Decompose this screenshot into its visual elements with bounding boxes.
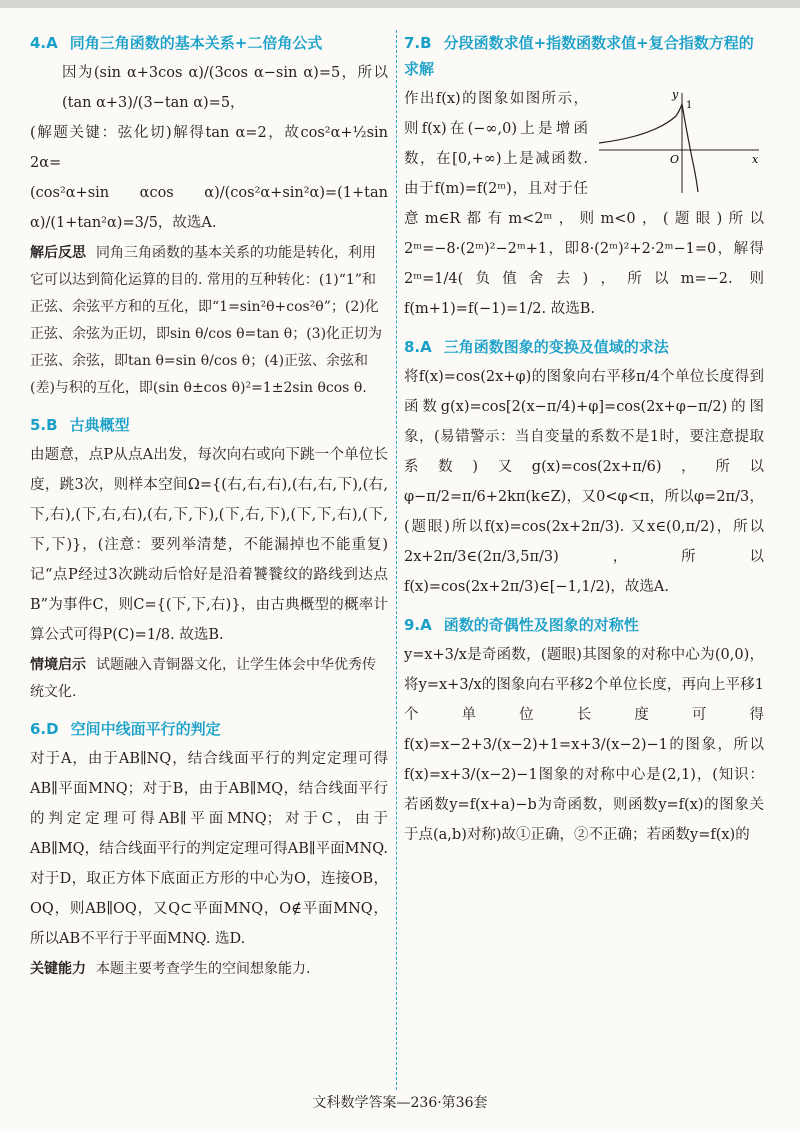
solution-line: (解题关键：弦化切)解得tan α=2，故cos²α+½sin 2α= [30, 125, 388, 171]
note-text: 同角三角函数的基本关系的功能是转化，利用它可以达到简化运算的目的. 常用的互种转化：(1)“1”和正弦、余弦平方和的互化，即“1=sin²θ+cos²θ”；(2)化正弦、余弦为正切，即sin θ/cos θ=tan θ；(3)化正切为正弦、余弦，即tan θ=sin θ/cos θ；(4)正弦、余弦和(差)与积的互化，即(sin θ±cos θ)²=1±2sin θcos θ. [30, 245, 383, 396]
answer-topic: 同角三角函数的基本关系+二倍角公式 [69, 34, 323, 52]
answer-topic: 空间中线面平行的判定 [70, 720, 221, 738]
answer-4 [30, 30, 388, 402]
answer-number: 6.D [30, 720, 59, 738]
left-column [30, 30, 388, 983]
solution-line: 因为(sin α+3cos α)/(3cos α−sin α)=5，所以(tan α+3)/(3−tan α)=5， [62, 65, 388, 111]
solution-text: 由题意，点P从点A出发，每次向右或向下跳一个单位长度，跳3次，则样本空间Ω={(右,右,右),(右,右,下),(右,下,右),(下,右,右),(右,下,下),(下,右,下),(下,下,右),(下,下,下)}，(注意：要列举清楚，不能漏掉也不能重复)记“点P经过3次跳动后恰好是沿着饕餮纹的路线到达点B”为事件C，则C={(下,下,右)}，由古典概型的概率计算公式可得P(C)=1/8. 故选B. [30, 447, 388, 643]
answer-6 [30, 716, 388, 983]
note-label: 关键能力 [30, 961, 86, 977]
answer-number: 5.B [30, 416, 58, 434]
column-divider [396, 30, 397, 1090]
answer-heading [404, 334, 764, 360]
y-label: y [672, 88, 679, 101]
answer-number: 7.B [404, 34, 432, 52]
answer-number: 4.A [30, 34, 58, 52]
reflection-note [30, 240, 388, 402]
answer-heading [404, 30, 764, 82]
graph-left-branch [599, 104, 682, 143]
answer-heading [30, 412, 388, 438]
solution-text: 将f(x)=cos(2x+φ)的图象向右平移π/4个单位长度得到函数g(x)=cos[2(x−π/4)+φ]=cos(2x+φ−π/2)的图象，(易错警示：当自变量的系数不是1时，要注意提取系数)又g(x)=cos(2x+π/6)，所以φ−π/2=π/6+2kπ(k∈Z)，又0<φ<π，所以φ=2π/3，(题眼)所以f(x)=cos(2x+2π/3). 又x∈(0,π/2)，所以2x+2π/3∈(2π/3,5π/3)，所以f(x)=cos(2x+2π/3)∈[−1,1/2)，故选A. [404, 369, 764, 595]
note-text: 试题融入青铜器文化，让学生体会中华优秀传统文化. [30, 657, 376, 700]
answer-topic: 分段函数求值+指数函数求值+复合指数方程的求解 [404, 34, 754, 78]
origin-label: O [670, 153, 680, 166]
answer-number: 9.A [404, 616, 432, 634]
answer-8 [404, 334, 764, 602]
answer-heading [404, 612, 764, 638]
graph-right-branch [682, 104, 698, 192]
answer-number: 8.A [404, 338, 432, 356]
answer-9 [404, 612, 764, 850]
solution-text: 作出f(x)的图象如图所示，则f(x)在(−∞,0)上是增函数，在[0,+∞)上是减函数. 由于f(m)=f(2ᵐ)，且对于任意m∈R都有m<2ᵐ，则m<0，(题眼)所以2ᵐ=−8·(2ᵐ)²−2ᵐ+1，即8·(2ᵐ)²+2·2ᵐ−1=0，解得2ᵐ=1/4(负值舍去)，所以m=−2. 则f(m+1)=f(−1)=1/2. 故选B. [404, 91, 764, 317]
note-label: 情境启示 [30, 657, 86, 673]
solution-text: 对于A，由于AB∥NQ，结合线面平行的判定定理可得AB∥平面MNQ；对于B，由于AB∥MQ，结合线面平行的判定定理可得AB∥平面MNQ；对于C，由于AB∥MQ，结合线面平行的判定定理可得AB∥平面MNQ. 对于D，取正方体下底面正方形的中心为O，连接OB，OQ，则AB∥OQ，又Q⊂平面MNQ，O∉平面MNQ，所以AB不平行于平面MNQ. 选D. [30, 751, 388, 947]
ability-note [30, 956, 388, 983]
answer-5 [30, 412, 388, 706]
solution-text: y=x+3/x是奇函数，(题眼)其图象的对称中心为(0,0)，将y=x+3/x的图象向右平移2个单位长度，再向上平移1个单位长度可得f(x)=x−2+3/(x−2)+1=x+3/(x−2)−1的图象，所以f(x)=x+3/(x−2)−1图象的对称中心是(2,1)，(知识：若函数y=f(x+a)−b为奇函数，则函数y=f(x)的图象关于点(a,b)对称)故①正确，②不正确；若函数y=f(x)的 [404, 647, 764, 843]
context-note [30, 652, 388, 706]
x-label: x [752, 153, 759, 166]
answer-topic: 古典概型 [69, 416, 130, 434]
one-label: 1 [686, 100, 693, 111]
note-label: 解后反思 [30, 245, 86, 261]
function-graph-figure [594, 88, 764, 198]
scan-top-edge [0, 0, 800, 8]
right-column [404, 30, 764, 850]
answer-7 [404, 30, 764, 324]
note-text: 本题主要考查学生的空间想象能力. [96, 961, 311, 977]
answer-topic: 三角函数图象的变换及值域的求法 [443, 338, 669, 356]
solution-line: (cos²α+sin αcos α)/(cos²α+sin²α)=(1+tan α)/(1+tan²α)=3/5，故选A. [30, 185, 388, 231]
answer-topic: 函数的奇偶性及图象的对称性 [443, 616, 639, 634]
page-footer: 文科数学答案—236·第36套 [312, 1095, 488, 1111]
answer-heading [30, 716, 388, 742]
answer-heading [30, 30, 388, 56]
